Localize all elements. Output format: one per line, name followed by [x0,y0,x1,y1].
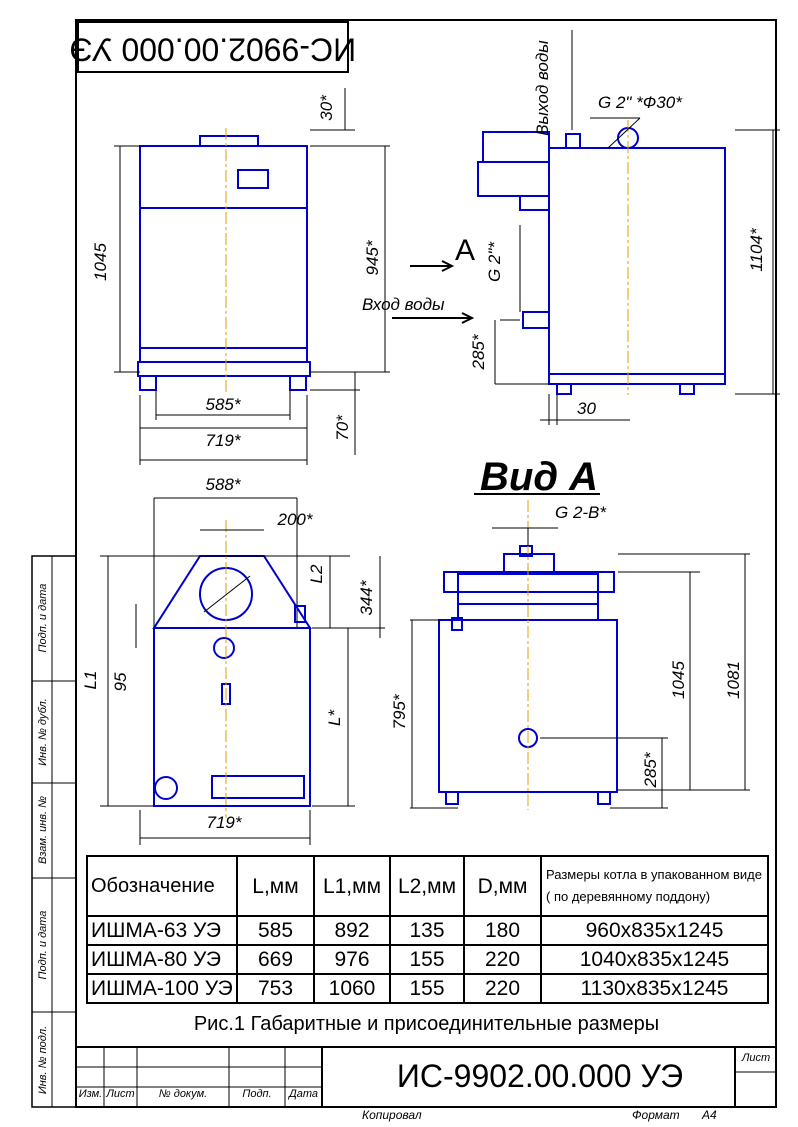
side-label-dup-inv: Инв. № дубл. [37,698,49,766]
cell-model: ИШМА-100 УЭ [87,974,237,1003]
cell-packed: 1040х835х1245 [541,945,768,974]
tb-col-sheet: Лист [106,1088,135,1100]
label-water-in: Вход воды [362,295,445,314]
dim-795: 795* [390,694,409,730]
title-block-copied: Копировал [362,1108,422,1122]
tb-col-docnum: № докум. [158,1088,208,1100]
table-header-row [87,856,768,916]
header-L2: L2,мм [390,856,464,916]
cell-L: 585 [237,916,314,945]
label-thread-in: G 2"* [485,241,504,283]
dim-719-top: 719* [206,813,242,832]
dim-200: 200* [277,510,313,529]
dim-70: 70* [333,415,352,441]
header-L1: L1,мм [314,856,390,916]
cell-L1: 976 [314,945,390,974]
cell-L: 753 [237,974,314,1003]
side-label-sign-date-1: Подп. и дата [37,583,49,653]
view-A-drawing [390,500,750,810]
dim-1081: 1081 [724,661,743,699]
top-view [81,475,385,845]
side-label-sign-date-2: Подп. и дата [37,910,49,980]
dim-585: 585* [205,395,241,414]
header-designation: Обозначение [87,856,237,916]
tb-col-date: Дата [288,1088,319,1100]
dim-L: L* [325,709,344,727]
front-view [91,88,390,465]
label-water-out: Выход воды [533,40,552,136]
cell-model: ИШМА-80 УЭ [87,945,237,974]
table-row [87,974,768,1003]
side-label-repl-inv: Взам. инв. № [37,795,49,865]
stamp-code: ИС-9902.00.000 УЭ [69,31,357,68]
cell-L1: 1060 [314,974,390,1003]
cell-packed: 1130х835х1245 [541,974,768,1003]
side-label-orig-inv: Инв. № подл. [37,1025,49,1095]
cell-L2: 135 [390,916,464,945]
dim-719-front: 719* [205,431,241,450]
title-block-doc-code: ИС-9902.00.000 УЭ [396,1058,684,1094]
side-view [362,30,780,425]
dim-thread-A: G 2-В* [555,503,607,522]
title-block-format-value: А4 [702,1108,717,1122]
header-L: L,мм [237,856,314,916]
figure-caption: Рис.1 Габаритные и присоединительные размеры [193,1013,660,1035]
table-row [87,945,768,974]
dim-30-top: 30* [317,95,336,121]
dim-285-side: 285* [469,334,488,370]
header-packed-size: Размеры котла в упакованном виде ( по деревянному поддону) [541,856,768,916]
cell-L: 669 [237,945,314,974]
dim-L1: L1 [81,670,100,690]
label-arrow-A: A [455,234,476,267]
cell-D: 220 [464,974,541,1003]
table-row [87,916,768,945]
dim-30-side: 30 [577,399,596,418]
tb-col-change: Изм. [78,1088,103,1100]
dim-1045-front: 1045 [91,243,110,281]
cell-packed: 960х835х1245 [541,916,768,945]
dim-L2: L2 [307,564,326,584]
dim-344: 344* [357,580,376,616]
dim-95: 95 [111,672,130,692]
view-A-title: Вид А [480,455,599,499]
dim-1045-A: 1045 [669,661,688,699]
cell-D: 220 [464,945,541,974]
dim-285-A: 285* [641,752,660,788]
dimensions-table [86,855,769,1004]
cell-L2: 155 [390,945,464,974]
title-block-format-label: Формат [632,1108,680,1122]
dim-1104: 1104* [747,228,766,272]
tb-col-sign: Подп. [242,1088,272,1100]
label-thread-out: G 2" *Ф30* [598,93,682,112]
header-D: D,мм [464,856,541,916]
cell-L1: 892 [314,916,390,945]
dim-588: 588* [205,475,241,494]
cell-model: ИШМА-63 УЭ [87,916,237,945]
cell-L2: 155 [390,974,464,1003]
dim-945: 945* [363,240,382,276]
title-block-sheet-label: Лист [741,1052,771,1064]
cell-D: 180 [464,916,541,945]
